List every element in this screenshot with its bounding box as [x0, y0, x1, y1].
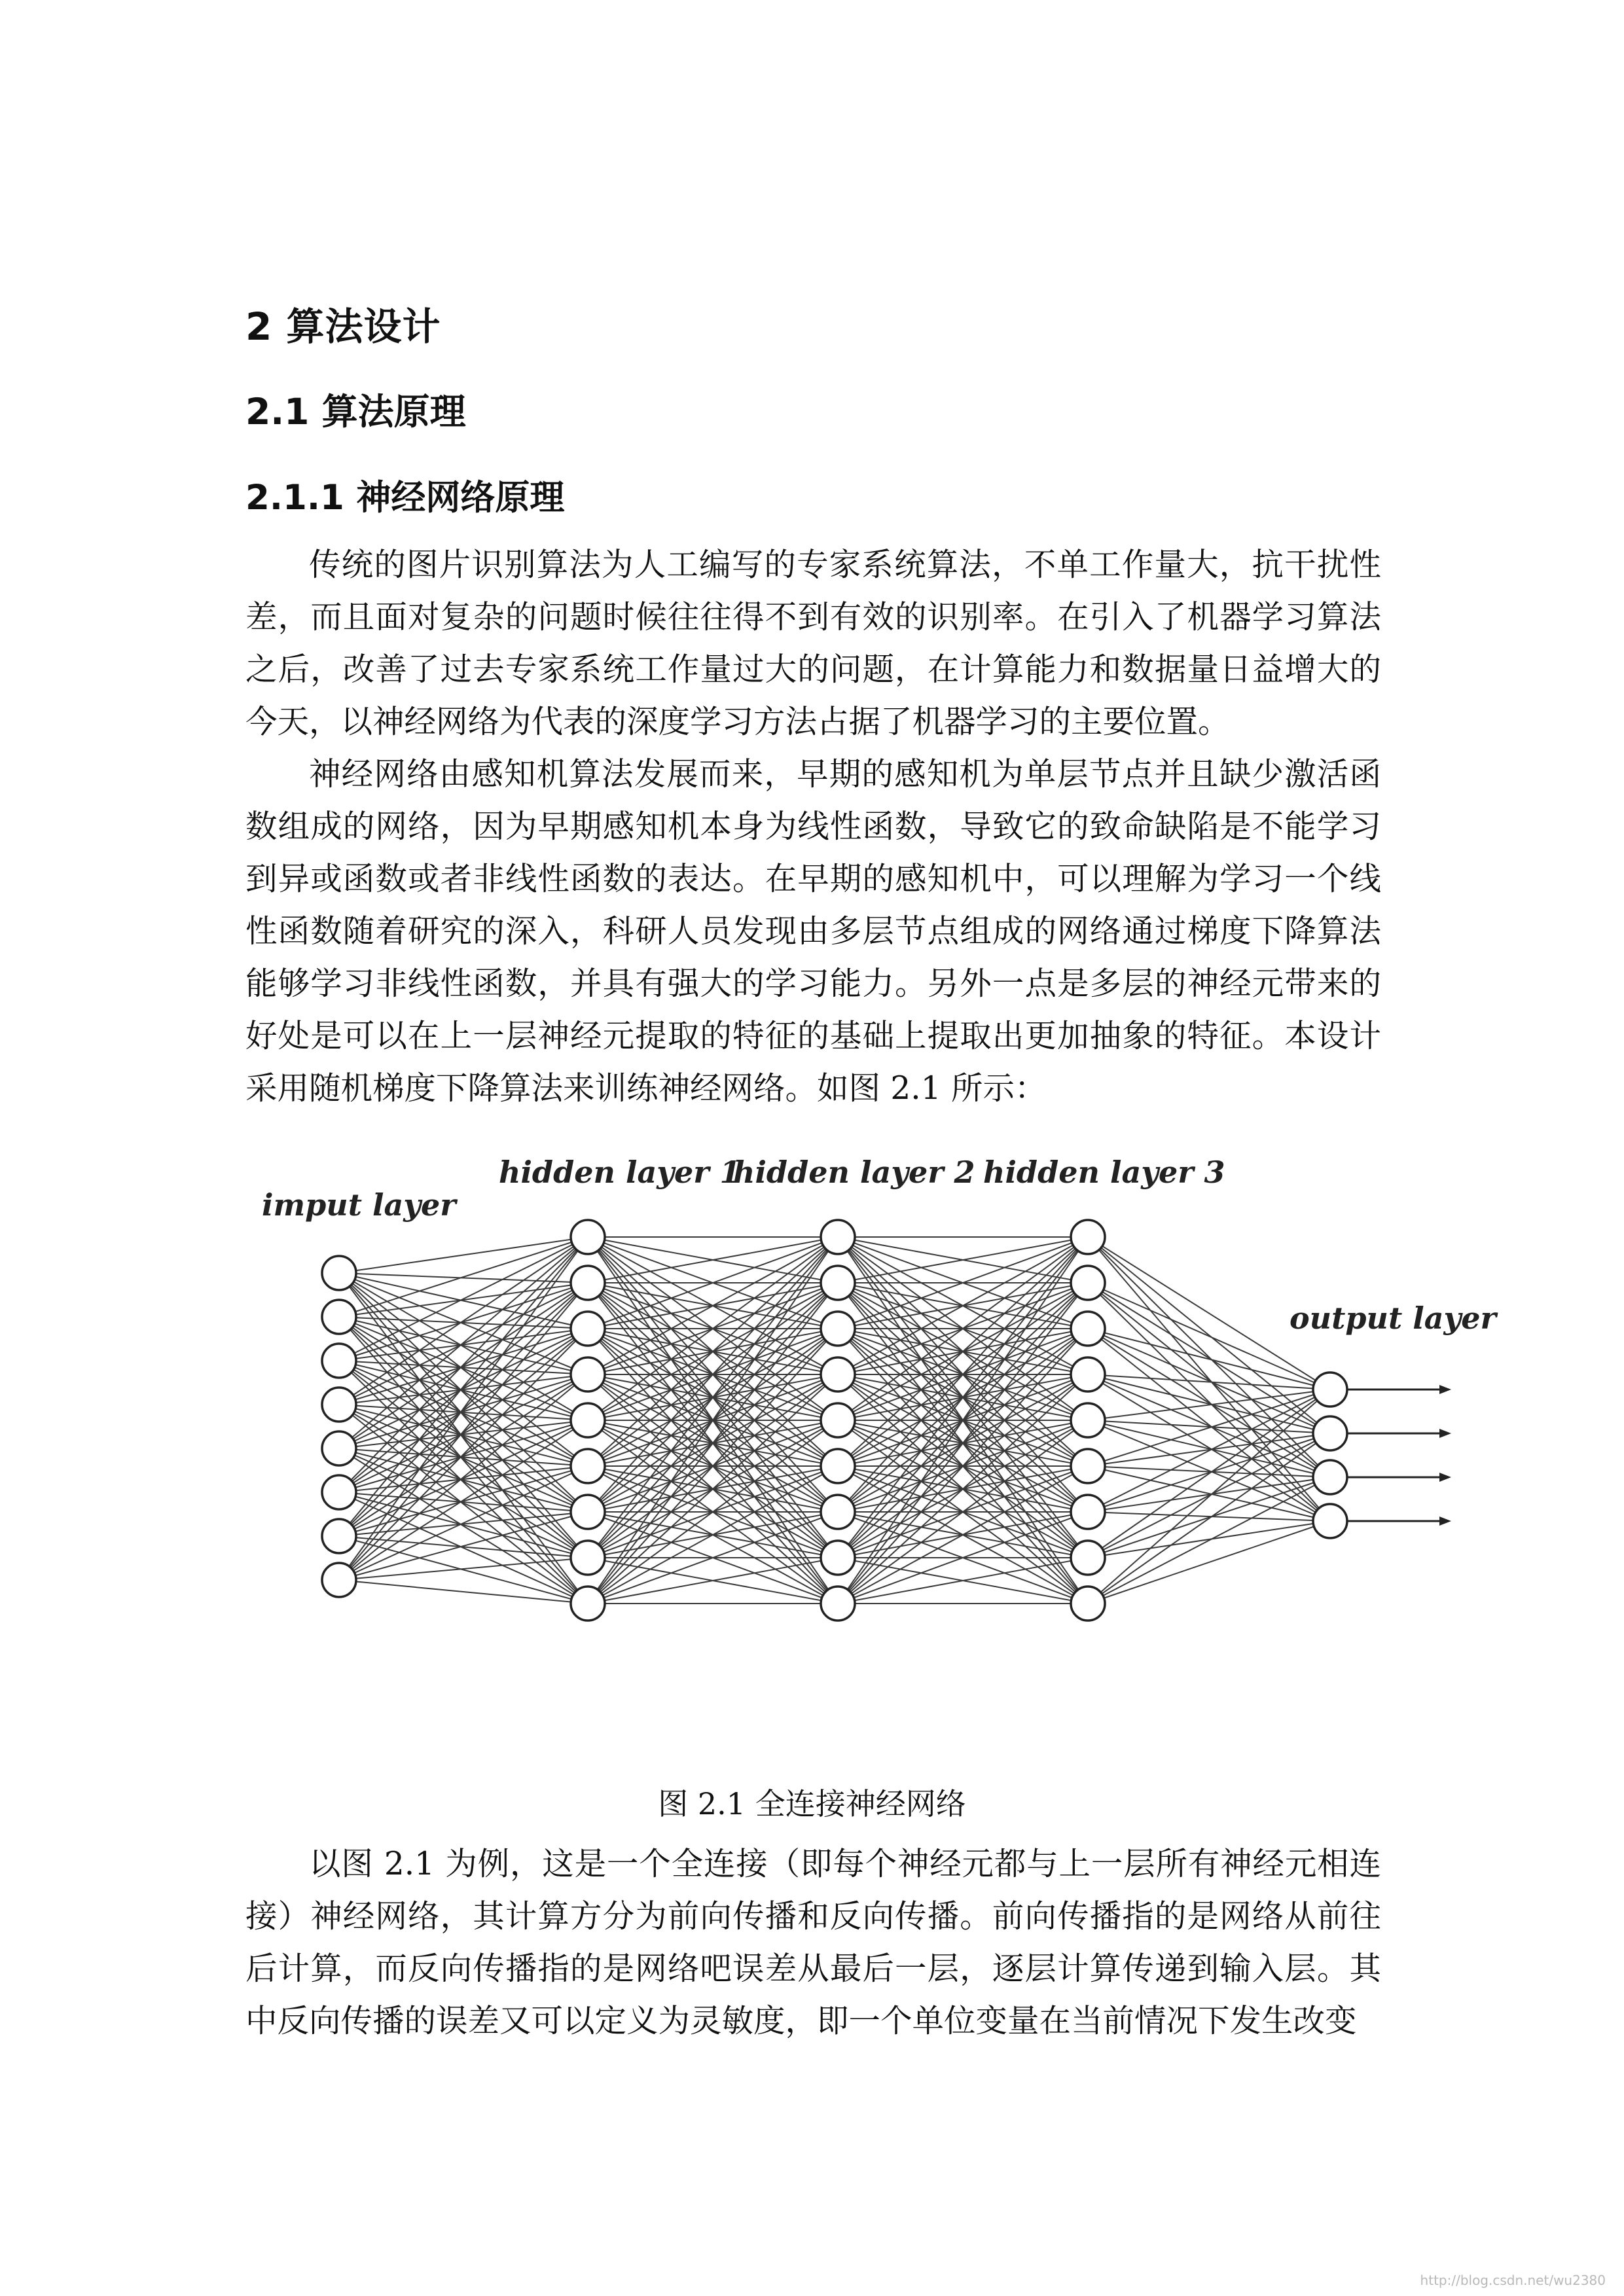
- connection-line: [1088, 1466, 1330, 1477]
- output-neuron: [1313, 1416, 1347, 1450]
- layer-label: hidden layer 1: [499, 1155, 741, 1190]
- connection-line: [1088, 1374, 1330, 1390]
- figure-caption: 图 2.1 全连接神经网络: [658, 1786, 966, 1821]
- hidden-neuron: [571, 1403, 605, 1437]
- input-neuron: [322, 1300, 356, 1334]
- hidden-neuron: [1071, 1403, 1105, 1437]
- connection-line: [1088, 1521, 1330, 1604]
- section-heading: 2.1 算法原理: [245, 391, 466, 433]
- connection-line: [1088, 1433, 1330, 1512]
- hidden-neuron: [821, 1449, 855, 1483]
- hidden-neuron: [821, 1587, 855, 1621]
- layer-label: hidden layer 2: [733, 1155, 975, 1190]
- connection-line: [339, 1361, 588, 1374]
- connection-line: [339, 1329, 588, 1361]
- hidden-neuron: [821, 1220, 855, 1254]
- input-neuron: [322, 1431, 356, 1465]
- output-neuron: [1313, 1460, 1347, 1494]
- hidden-neuron: [1071, 1541, 1105, 1575]
- hidden-neuron: [821, 1403, 855, 1437]
- hidden-neuron: [1071, 1495, 1105, 1529]
- hidden-neuron: [571, 1312, 605, 1346]
- hidden-neuron: [821, 1541, 855, 1575]
- connection-line: [1088, 1390, 1330, 1558]
- hidden-neuron: [1071, 1312, 1105, 1346]
- hidden-neuron: [571, 1266, 605, 1300]
- connection-line: [339, 1466, 588, 1492]
- layer-label: imput layer: [262, 1187, 456, 1223]
- input-neuron: [322, 1519, 356, 1553]
- layer-label: hidden layer 3: [983, 1155, 1225, 1190]
- hidden-neuron: [571, 1449, 605, 1483]
- connection-line: [1088, 1477, 1330, 1558]
- paragraph-forward-backward: 以图 2.1 为例，这是一个全连接（即每个神经元都与上一层所有神经元相连接）神经网络，其计算方分为前向传播和反向传播。前向传播指的是网络从前往后计算，而反向传播指的是网络吧误差从最后一层，逐层计算传递到输入层。其中反向传播的误差又可以定义为灵敏度，即一个单位变量在当前情况下发生改变: [245, 1846, 1381, 2039]
- output-arrow-head: [1439, 1516, 1451, 1526]
- output-arrow-head: [1439, 1473, 1451, 1482]
- hidden-neuron: [821, 1312, 855, 1346]
- connection-line: [1088, 1390, 1330, 1420]
- hidden-neuron: [571, 1357, 605, 1391]
- hidden-neuron: [571, 1587, 605, 1621]
- hidden-neuron: [571, 1220, 605, 1254]
- output-neuron: [1313, 1504, 1347, 1538]
- input-neuron: [322, 1475, 356, 1509]
- output-arrow-head: [1439, 1429, 1451, 1438]
- connection-line: [339, 1536, 588, 1558]
- connection-line: [1088, 1420, 1330, 1521]
- hidden-neuron: [1071, 1357, 1105, 1391]
- layer-label: output layer: [1290, 1300, 1496, 1336]
- connection-line: [339, 1448, 588, 1558]
- hidden-neuron: [571, 1495, 605, 1529]
- hidden-neuron: [571, 1541, 605, 1575]
- connection-line: [339, 1374, 588, 1536]
- connection-line: [339, 1558, 588, 1580]
- input-neuron: [322, 1256, 356, 1290]
- hidden-neuron: [1071, 1587, 1105, 1621]
- input-neuron: [322, 1388, 356, 1422]
- chapter-heading: 2 算法设计: [245, 304, 441, 349]
- input-neuron: [322, 1563, 356, 1597]
- input-neuron: [322, 1344, 356, 1378]
- connection-line: [1088, 1477, 1330, 1512]
- hidden-neuron: [821, 1495, 855, 1529]
- hidden-neuron: [821, 1357, 855, 1391]
- hidden-neuron: [1071, 1220, 1105, 1254]
- hidden-neuron: [821, 1266, 855, 1300]
- paragraph-perceptron: 神经网络由感知机算法发展而来，早期的感知机为单层节点并且缺少激活函数组成的网络，因为早期感知机本身为线性函数，导致它的致命缺陷是不能学习到异或函数或者非线性函数的表达。在早期的感知机中，可以理解为学习一个线性函数随着研究的深入，科研人员发现由多层节点组成的网络通过梯度下降算法能够学习非线性函数，并具有强大的学习能力。另外一点是多层的神经元带来的好处是可以在上一层神经元提取的特征的基础上提取出更加抽象的特征。本设计采用随机梯度下降算法来训练神经网络。如图 2.1 所示：: [245, 756, 1381, 1107]
- output-neuron: [1313, 1372, 1347, 1407]
- connection-line: [1088, 1283, 1330, 1390]
- output-arrows: [1347, 1385, 1451, 1526]
- connection-line: [339, 1580, 588, 1604]
- connection-line: [1088, 1433, 1330, 1604]
- subsection-heading: 2.1.1 神经网络原理: [245, 478, 565, 518]
- output-arrow-head: [1439, 1385, 1451, 1394]
- connection-line: [339, 1466, 588, 1580]
- connection-line: [1088, 1237, 1330, 1521]
- hidden-neuron: [1071, 1449, 1105, 1483]
- neural-network-figure: [262, 1152, 1496, 1780]
- connection-line: [339, 1512, 588, 1536]
- connection-line: [339, 1237, 588, 1317]
- neuron-nodes: [322, 1220, 1347, 1621]
- hidden-neuron: [1071, 1266, 1105, 1300]
- paragraph-intro: 传统的图片识别算法为人工编写的专家系统算法，不单工作量大，抗干扰性差，而且面对复杂的问题时候往往得不到有效的识别率。在引入了机器学习算法之后，改善了过去专家系统工作量过大的问题，在计算能力和数据量日益增大的今天，以神经网络为代表的深度学习方法占据了机器学习的主要位置。: [245, 547, 1381, 740]
- watermark: http://blog.csdn.net/wu2380: [1420, 2272, 1606, 2288]
- connection-line: [339, 1405, 588, 1420]
